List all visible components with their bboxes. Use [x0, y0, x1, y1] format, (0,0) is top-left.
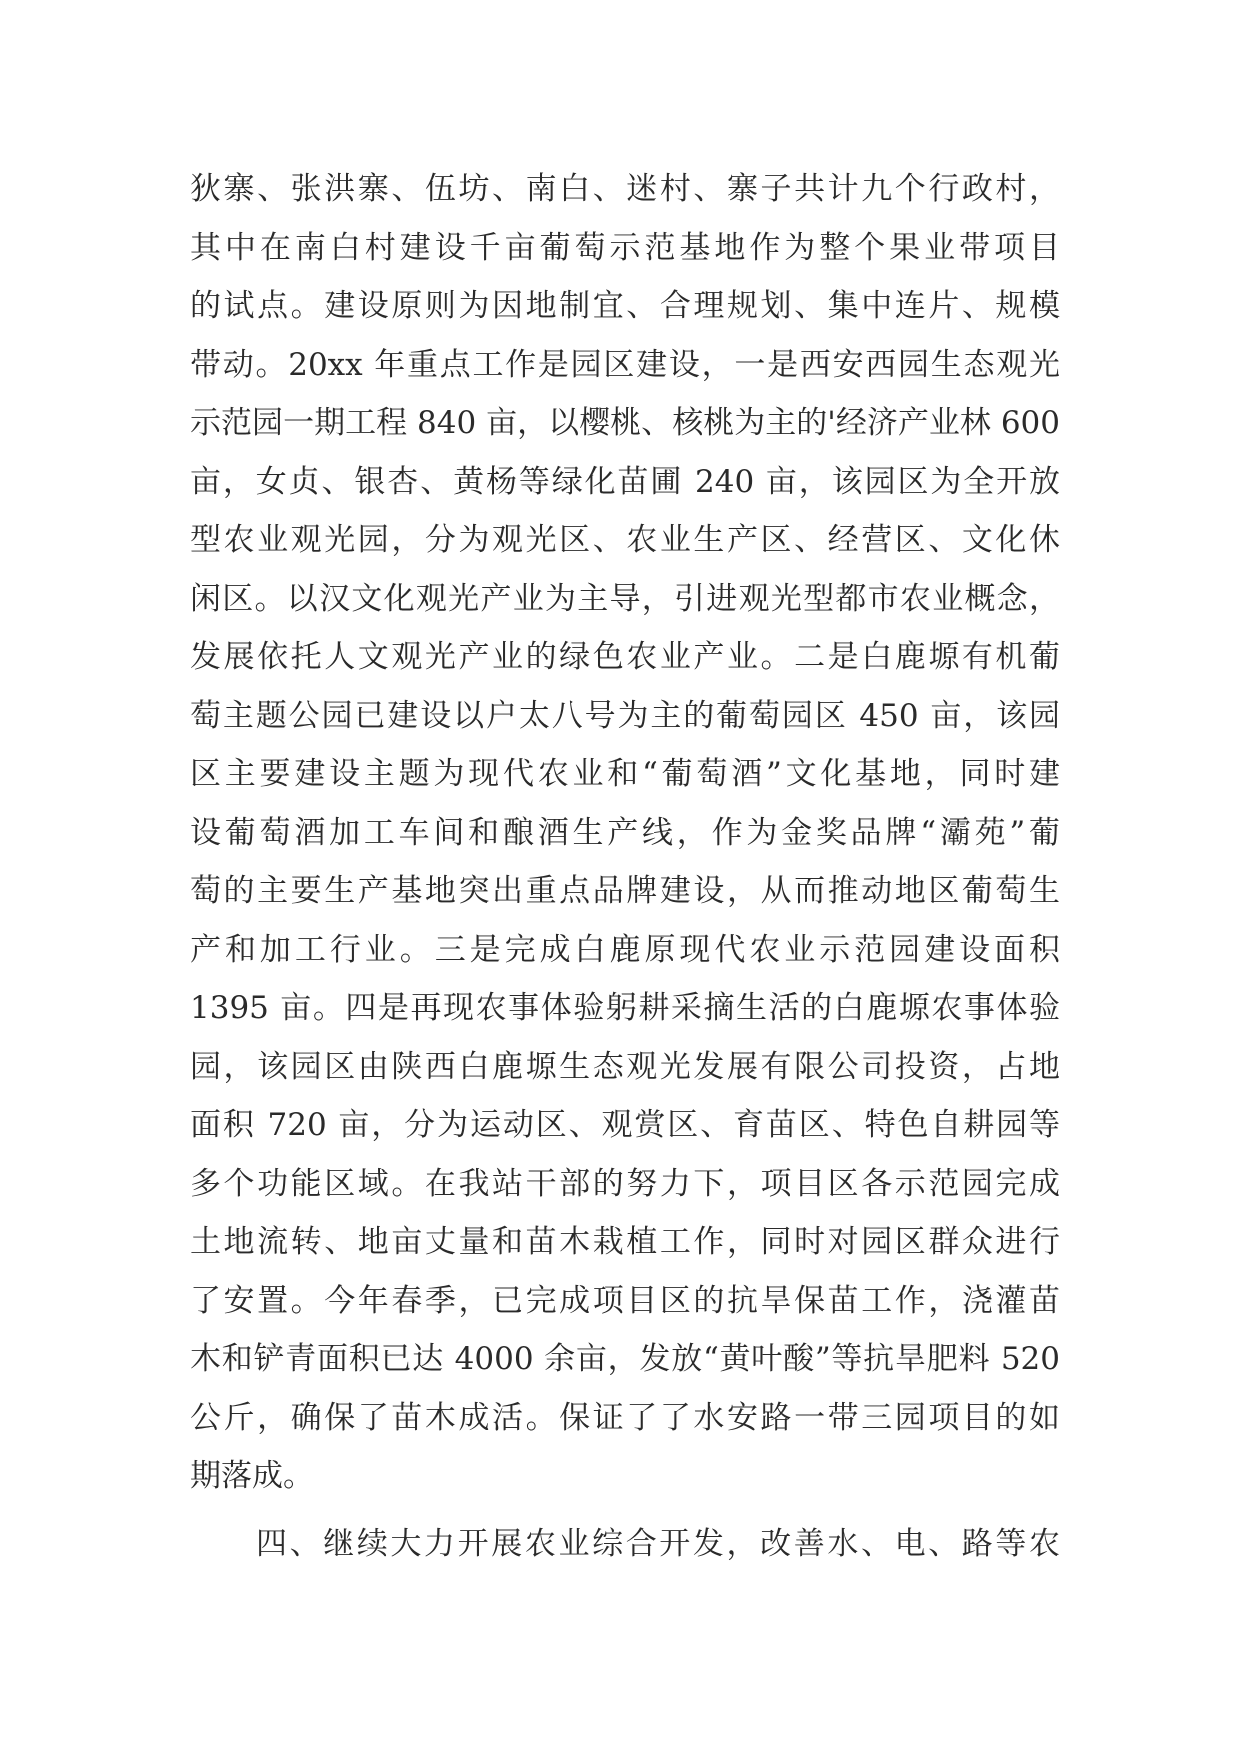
text-line: 木和铲青面积已达 4000 余亩，发放“黄叶酸”等抗旱肥料 520 [190, 1341, 1060, 1377]
text-line: 四、继续大力开展农业综合开发，改善水、电、路等农 [256, 1525, 1060, 1562]
text-line: 产和加工行业。三是完成白鹿原现代农业示范园建设面积 [190, 931, 1060, 968]
document-body [190, 160, 1060, 1573]
text-line: 发展依托人文观光产业的绿色农业产业。二是白鹿塬有机葡 [190, 639, 1060, 675]
text-line: 面积 720 亩，分为运动区、观赏区、育苗区、特色自耕园等 [190, 1107, 1060, 1143]
text-line: 期落成。 [190, 1458, 314, 1494]
paragraph-2 [190, 1515, 1060, 1574]
text-line: 闲区。以汉文化观光产业为主导，引进观光型都市农业概念， [190, 580, 1060, 617]
text-line: 带动。20xx 年重点工作是园区建设，一是西安西园生态观光 [190, 346, 1060, 383]
text-line: 萄主题公园已建设以户太八号为主的葡萄园区 450 亩，该园 [190, 697, 1060, 734]
text-line: 了安置。今年春季，已完成项目区的抗旱保苗工作，浇灌苗 [190, 1282, 1060, 1319]
text-line: 土地流转、地亩丈量和苗木栽植工作，同时对园区群众进行 [190, 1224, 1060, 1260]
text-line: 萄的主要生产基地突出重点品牌建设，从而推动地区葡萄生 [190, 873, 1060, 909]
text-line: 型农业观光园，分为观光区、农业生产区、经营区、文化休 [190, 522, 1060, 558]
text-line: 公斤，确保了苗木成活。保证了了水安路一带三园项目的如 [190, 1399, 1060, 1436]
text-line: 区主要建设主题为现代农业和“葡萄酒”文化基地，同时建 [190, 756, 1060, 792]
text-line: 设葡萄酒加工车间和酿酒生产线，作为金奖品牌“灞苑”葡 [190, 814, 1060, 851]
text-line: 亩，女贞、银杏、黄杨等绿化苗圃 240 亩，该园区为全开放 [190, 463, 1060, 500]
paragraph-1 [190, 160, 1060, 1506]
text-line: 其中在南白村建设千亩葡萄示范基地作为整个果业带项目 [190, 229, 1060, 266]
paragraph-gap [190, 1506, 1060, 1515]
text-line: 狄寨、张洪寨、伍坊、南白、迷村、寨子共计九个行政村， [190, 171, 1060, 207]
text-line: 示范园一期工程 840 亩，以樱桃、核桃为主的'经济产业林 600 [190, 405, 1060, 441]
text-line: 的试点。建设原则为因地制宜、合理规划、集中连片、规模 [190, 288, 1060, 324]
text-line: 多个功能区域。在我站干部的努力下，项目区各示范园完成 [190, 1165, 1060, 1202]
text-line: 1395 亩。四是再现农事体验躬耕采摘生活的白鹿塬农事体验 [190, 990, 1060, 1026]
text-line: 园，该园区由陕西白鹿塬生态观光发展有限公司投资，占地 [190, 1048, 1060, 1085]
